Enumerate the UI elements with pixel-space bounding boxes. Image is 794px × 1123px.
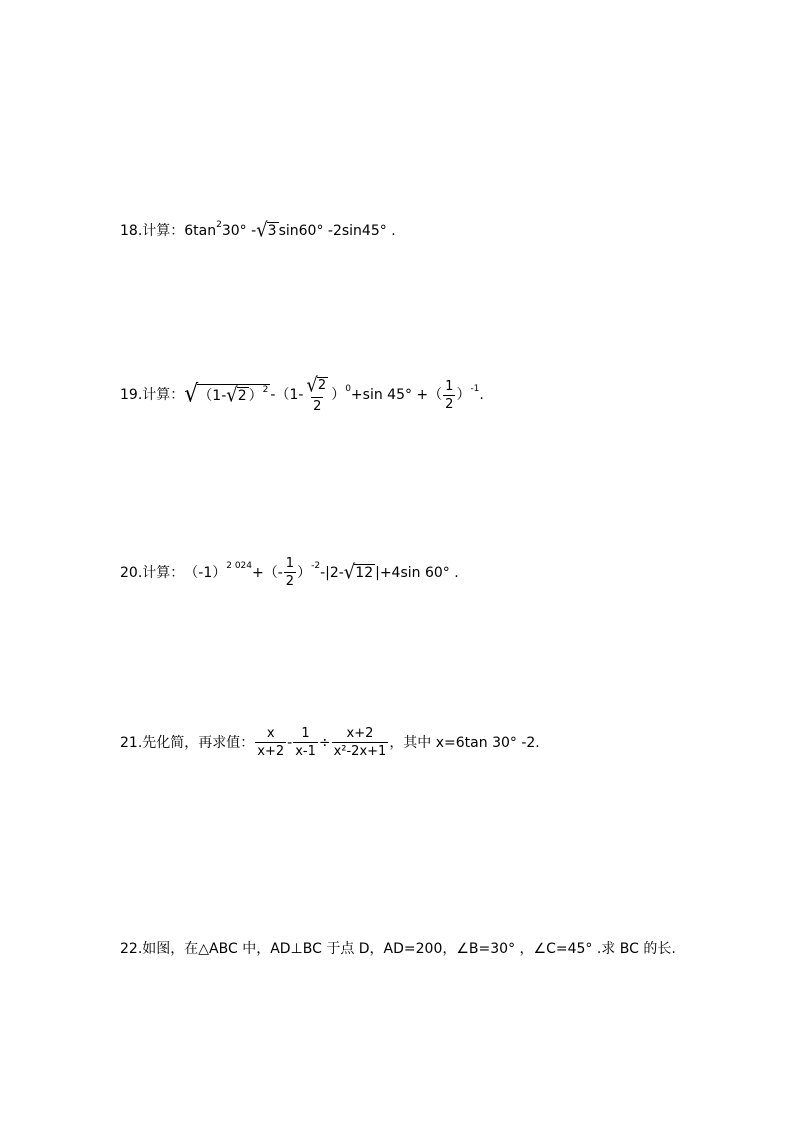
question-lead: 计算： [142,564,185,581]
inner-radicand: 2 [237,388,247,404]
numerator: 1 [445,378,454,394]
square-root [306,373,328,397]
exponent: 2 [216,219,222,230]
radicand-part: （1- [198,388,227,404]
expr-part: ） [456,387,471,403]
expr-part: 30° - [221,223,257,239]
expr-part: -|2- [320,564,344,581]
question-21 [120,727,540,758]
denominator: x-1 [295,744,316,759]
question-number: 21. [120,734,143,751]
expr-part: 6tan [184,223,217,239]
operator: - [287,734,293,751]
fraction [304,373,330,414]
radicand-part: ） [248,388,263,404]
numerator [304,373,330,397]
inner-square-root [226,383,248,407]
expr-part: |+4sin 60° . [375,564,459,581]
expr-part: ，其中 x=6tan 30° -2. [389,734,540,751]
radical-sign-icon: √ [306,373,318,397]
denominator: 2 [285,574,295,589]
exponent: -1 [470,383,480,394]
radicand: 2 [317,378,327,393]
numerator: x [266,726,275,741]
question-number: 20. [120,564,143,581]
expr-part: （-1） [184,564,227,581]
numerator: 1 [301,726,310,741]
exponent: -2 [311,561,321,571]
expr-part: sin60° -2sin45° . [278,223,396,239]
denominator: x+2 [257,744,285,759]
expr-part: ） [331,387,346,403]
numerator: 1 [285,556,295,571]
question-18 [120,218,396,242]
question-number: 18. [120,223,143,239]
expr-part: -（1- [270,387,304,403]
fraction [332,727,389,758]
question-22: 22.如图，在△ABC 中，AD⊥BC 于点 D，AD=200，∠B=30° ，∠C=45° .求 BC 的长. [120,941,676,957]
radicand [197,384,270,406]
radicand: 12 [355,564,374,581]
question-lead: 计算： [142,387,185,403]
square-root [256,218,278,242]
question-20 [120,557,459,588]
expr-part: . [479,387,484,403]
square-root [343,560,375,584]
question-lead: 先化简，再求值： [142,734,255,751]
expr-part: +sin 45° +（ [350,387,443,403]
radical-sign-icon: √ [184,380,199,409]
expr-part: ） [297,564,312,581]
question-lead: 计算： [142,223,185,239]
radical-sign-icon: √ [256,218,268,242]
fraction [443,380,455,411]
fraction [255,727,286,758]
square-root [184,380,270,409]
numerator: x+2 [346,726,374,741]
exponent: 2 024 [226,561,252,571]
radical-sign-icon: √ [343,560,356,584]
denominator: 2 [445,396,454,412]
operator: ÷ [318,734,331,751]
expr-part: +（- [252,564,283,581]
fraction [284,557,296,588]
radicand: 3 [267,223,277,239]
exponent: 0 [345,383,351,394]
exponent: 2 [262,384,269,395]
fraction [293,727,318,758]
denominator: 2 [313,399,322,414]
denominator: x²-2x+1 [333,744,387,759]
radical-sign-icon: √ [226,383,238,407]
question-number: 19. [120,387,143,403]
question-19 [120,373,484,414]
